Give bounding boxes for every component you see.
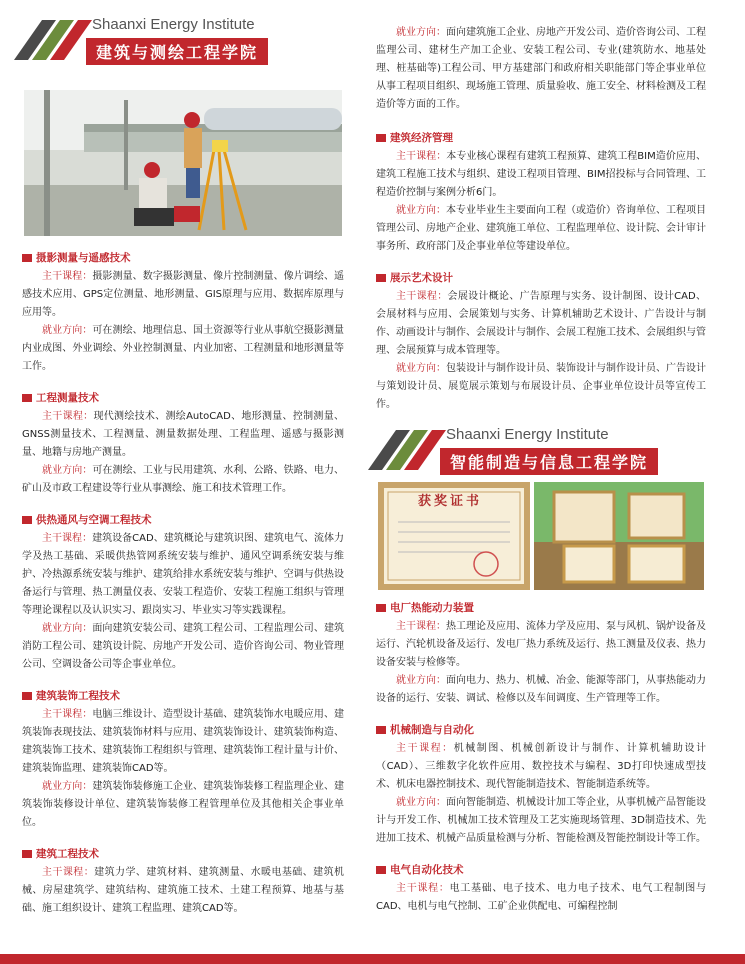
main-course-label: 主干课程：: [396, 621, 446, 632]
main-courses: [376, 618, 706, 672]
banner-college-name: 建筑与测绘工程学院: [86, 38, 268, 65]
major-title-text: 建筑经济管理: [390, 132, 453, 144]
main-course-label: 主干课程：: [42, 709, 93, 720]
bullet-icon: [376, 274, 386, 282]
employment-text: 建筑装饰装修施工企业、建筑装饰装修工程监理企业、建筑装饰装修设计单位、建筑装饰装修工程管理单位及其他相关企事业单位。: [22, 781, 345, 828]
main-course-label: 主干课程：: [396, 291, 448, 302]
main-course-text: 会展设计概论、广告原理与实务、设计制图、设计CAD、会展材料与应用、会展策划与实务、计算机辅助艺术设计、广告设计与制作、动画设计与制作、会展设计与制作、会展工程施工技术、会展组织与管理、会展预算与成本管理等。: [376, 291, 706, 356]
employment: [376, 360, 706, 414]
major-section: [22, 512, 344, 674]
employment: [376, 794, 706, 848]
major-section: [22, 390, 344, 498]
major-title: [22, 688, 344, 703]
main-course-label: 主干课程：: [42, 533, 93, 544]
major-title: [376, 722, 706, 737]
bullet-icon: [22, 254, 32, 262]
employment: [22, 778, 344, 832]
college-banner-intelligent: [376, 424, 706, 474]
major-section: [376, 862, 706, 916]
employment-text: 本专业毕业生主要面向工程（或造价）咨询单位、工程项目管理公司、房地产企业、建筑施工单位、工程监理单位、设计院、会计审计事务所、政府部门及企事业单位等建设单位。: [376, 205, 706, 252]
employment-text: 可在测绘、工业与民用建筑、水利、公路、铁路、电力、矿山及市政工程建设等行业从事测绘、施工和技术管理工作。: [22, 465, 345, 494]
right-column-top: [376, 24, 706, 428]
bullet-icon: [376, 726, 386, 734]
employment-label: 就业方向：: [42, 781, 93, 792]
award-display-image: [534, 482, 704, 590]
surveying-photo: [24, 90, 342, 236]
major-title-text: 建筑装饰工程技术: [36, 690, 120, 702]
employment: [22, 322, 344, 376]
major-title-text: 展示艺术设计: [390, 272, 453, 284]
employment-label: 就业方向：: [396, 205, 446, 216]
employment-text: 面向建筑施工企业、房地产开发公司、造价咨询公司、工程监理公司、建材生产加工企业、安装工程公司、专业(建筑防水、地基处理、桩基础等)工程公司、甲方基建部门和政府相关职能部门等企事业单位从事工程项目组织、现场施工管理、质量验收、施工安全、材料检测及工程造价等方面的工作。: [376, 27, 706, 110]
employment-text: 面向建筑安装公司、建筑工程公司、工程监理公司、建筑消防工程公司、建筑设计院、房地产开发公司、造价咨询公司、物业管理公司、空调设备公司等企事业单位。: [22, 623, 345, 670]
major-section: [22, 846, 344, 918]
main-course-text: 摄影测量、数字摄影测量、像片控制测量、像片调绘、遥感技术应用、GPS定位测量、地形测量、GIS原理与应用、数据库原理与应用等。: [22, 271, 345, 318]
main-course-text: 电工基础、电子技术、电力电子技术、电气工程制图与CAD、电机与电气控制、工矿企业供配电、可编程控制: [376, 883, 707, 912]
employment-label: 就业方向：: [396, 363, 446, 374]
employment-text: 面向电力、热力、机械、冶金、能源等部门，从事热能动力设备的运行、安装、调试、检修以及车间调度、生产管理等工作。: [376, 675, 706, 704]
bullet-icon: [376, 866, 386, 874]
main-course-label: 主干课程：: [42, 271, 93, 282]
banner-english-name: Shaanxi Energy Institute: [446, 426, 609, 443]
bullet-icon: [22, 692, 32, 700]
major-title: [22, 250, 344, 265]
left-sections: [22, 250, 344, 932]
main-course-label: 主干课程：: [396, 883, 450, 894]
bullet-icon: [22, 394, 32, 402]
main-course-text: 建筑设备CAD、建筑概论与建筑识图、建筑电气、流体力学及热工基础、采暖供热管网系统安装与维护、通风空调系统安装与维护、冷热源系统安装与维护、建筑给排水系统安装与维护、空调与供热设备运行与管理、热工测量仪表、安装工程造价、安装工程施工组织与管理等理论课程以及认识实习、跟岗实习、毕业实习等实践课程。: [22, 533, 345, 616]
award-display-photo: [534, 482, 704, 590]
employment-label: 就业方向：: [396, 797, 446, 808]
main-course-label: 主干课程：: [42, 867, 95, 878]
major-section: [376, 722, 706, 848]
major-title: [376, 862, 706, 877]
college-banner-construction: [22, 14, 344, 64]
award-certificate-photo: [378, 482, 530, 590]
employment-label: 就业方向：: [396, 675, 446, 686]
major-section: [376, 600, 706, 708]
major-title: [22, 512, 344, 527]
major-title-text: 电气自动化技术: [390, 864, 464, 876]
banner-english-name: Shaanxi Energy Institute: [92, 16, 255, 33]
main-course-text: 热工理论及应用、流体力学及应用、泵与风机、锅炉设备及运行、汽轮机设备及运行、发电厂热力系统及运行、热工测量及仪表、热力设备安装与检修等。: [376, 621, 706, 668]
major-section: [376, 130, 706, 256]
main-courses: [22, 530, 344, 620]
major-title: [376, 600, 706, 615]
bullet-icon: [376, 604, 386, 612]
employment-label: 就业方向：: [42, 623, 93, 634]
banner: [376, 424, 706, 474]
main-course-label: 主干课程：: [396, 743, 454, 754]
bullet-icon: [22, 850, 32, 858]
certificate-title: 获奖证书: [418, 494, 483, 509]
main-courses: [22, 706, 344, 778]
major-section: [22, 688, 344, 832]
employment-text: 包装设计与制作设计员、装饰设计与制作设计员、广告设计与策划设计员、展览展示策划与布展设计员、企事业单位设计员等宣传工作。: [376, 363, 706, 410]
major-title-text: 电厂热能动力装置: [390, 602, 474, 614]
major-title-text: 工程测量技术: [36, 392, 99, 404]
main-course-text: 建筑力学、建筑材料、建筑测量、水暖电基础、建筑机械、房屋建筑学、建筑结构、建筑施工技术、土建工程预算、地基与基础、施工组织设计、建筑工程监理、建筑CAD等。: [22, 867, 345, 914]
main-course-text: 机械制图、机械创新设计与制作、计算机辅助设计（CAD）、三维数字化软件应用、数控技术与编程、3D打印快速成型技术、机床电器控制技术、现代智能制造技术、智能制造系统等。: [376, 743, 707, 790]
employment-label: 就业方向：: [396, 27, 446, 38]
main-courses: [22, 864, 344, 918]
major-section: [22, 250, 344, 376]
main-course-text: 本专业核心课程有建筑工程预算、建筑工程BIM造价应用、建筑工程施工技术与组织、建设工程项目管理、BIM招投标与合同管理、工程造价控制与案例分析6门。: [376, 151, 707, 198]
major-title-text: 摄影测量与遥感技术: [36, 252, 131, 264]
bottom-bar: [0, 954, 745, 964]
main-course-label: 主干课程：: [42, 411, 94, 422]
employment: [376, 24, 706, 114]
employment-text: 面向智能制造、机械设计加工等企业，从事机械产品智能设计与开发工作、机械加工技术管理及工艺实施现场管理、3D制造技术、先进加工技术、机械产品质量检测与分析、智能检测及智能控制设计等工作。: [376, 797, 706, 844]
right-column-bottom: [376, 600, 706, 930]
surveying-photo-image: [24, 90, 342, 236]
main-course-label: 主干课程：: [396, 151, 447, 162]
employment-text: 可在测绘、地理信息、国土资源等行业从事航空摄影测量内业成图、外业调绘、外业控制测量、内业加密、工程测量和地形测量等工作。: [22, 325, 345, 372]
employment: [22, 620, 344, 674]
employment-label: 就业方向：: [42, 325, 93, 336]
main-courses: [22, 408, 344, 462]
major-title-text: 机械制造与自动化: [390, 724, 474, 736]
major-title-text: 建筑工程技术: [36, 848, 99, 860]
employment-label: 就业方向：: [42, 465, 93, 476]
main-course-text: 现代测绘技术、测绘AutoCAD、地形测量、控制测量、GNSS测量技术、工程测量、测量数据处理、工程监理、遥感与摄影测量、地籍与房地产测量。: [22, 411, 344, 458]
major-title: [376, 270, 706, 285]
employment: [376, 672, 706, 708]
employment: [376, 202, 706, 256]
employment: [22, 462, 344, 498]
major-title: [22, 390, 344, 405]
bullet-icon: [376, 134, 386, 142]
main-courses: [376, 148, 706, 202]
major-title: [22, 846, 344, 861]
major-title: [376, 130, 706, 145]
main-courses: [22, 268, 344, 322]
major-title-text: 供热通风与空调工程技术: [36, 514, 152, 526]
main-courses: [376, 740, 706, 794]
banner-college-name: 智能制造与信息工程学院: [440, 448, 658, 475]
main-courses: [376, 880, 706, 916]
major-section: [376, 270, 706, 414]
left-column: [22, 0, 344, 64]
main-courses: [376, 288, 706, 360]
main-course-text: 电脑三维设计、造型设计基础、建筑装饰水电暖应用、建筑装饰表现技法、建筑装饰材料与应用、建筑装饰设计、建筑装饰构造、建筑装饰工技术、建筑装饰工程组织与管理、建筑装饰工程计量与计价、建筑装饰监理、建筑装饰CAD等。: [22, 709, 345, 774]
bullet-icon: [22, 516, 32, 524]
